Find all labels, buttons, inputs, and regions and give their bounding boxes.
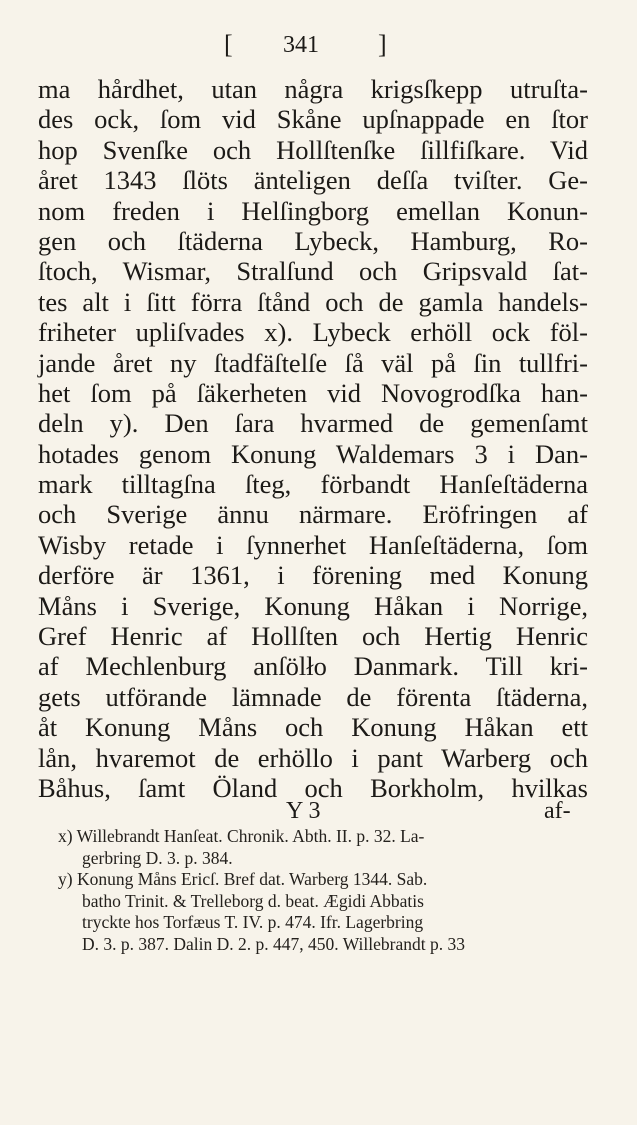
body-line-15: och Sverige ännu närmare. Eröfringen af [38,499,588,530]
page-number: 341 [283,32,319,58]
body-line-14: mark tilltagſna ſteg, förbandt Hanſeſtäderna [38,469,588,500]
footnote-y-line-2: batho Trinit. & Trelleborg d. beat. Ægidi Abbatis [82,890,424,911]
footnote-y-line-3: tryckte hos Torfæus T. IV. p. 474. Ifr. Lagerbring [82,912,424,933]
body-line-7: ſtoch, Wismar, Stralſund och Gripsvald ſat- [38,256,588,287]
body-line-23: lån, hvaremot de erhöllo i pant Warberg och [38,742,588,773]
footnote-x-line-1: x) Willebrandt Hanſeat. Chronik. Abth. II. p. 32. La- [58,826,425,846]
page-header [0,22,637,62]
body-line-8: tes alt i ſitt förra ſtånd och de gamla handels- [38,286,588,317]
body-line-3: hop Svenſke och Hollſtenſke ſillfiſkare. Vid [38,134,588,165]
body-line-16: Wisby retade i ſynnerhet Hanſeſtäderna, ſom [38,529,588,560]
body-line-24: Båhus, ſamt Öland och Borkholm, hvilkas [38,772,588,803]
header-bracket-left: [ [224,30,233,59]
body-line-11: het ſom på ſäkerheten vid Novogrodſka han- [38,377,588,408]
footnote-x-line-2: gerbring D. 3. p. 384. [82,847,233,868]
body-line-22: åt Konung Måns och Konung Håkan ett [38,712,588,743]
body-line-12: deln y). Den ſara hvarmed de gemenſamt [38,408,588,439]
body-line-10: jande året ny ſtadfäſtelſe ſå väl på ſin tullfri- [38,347,588,378]
body-line-13: hotades genom Konung Waldemars 3 i Dan- [38,438,588,469]
footnote-y-line-4: D. 3. p. 387. Dalin D. 2. p. 447, 450. Willebrandt p. 33 [82,933,465,954]
body-line-17: derföre är 1361, i förening med Konung [38,560,588,591]
printer-signature: Y 3 [286,798,321,824]
body-line-21: gets utförande lämnade de förenta ſtäderna, [38,681,588,712]
body-line-18: Måns i Sverige, Konung Håkan i Norrige, [38,590,588,621]
body-line-9: friheter upliſvades x). Lybeck erhöll ock föl- [38,317,588,348]
body-line-1: ma hårdhet, utan några krigsſkepp utruſta- [38,74,588,104]
body-line-6: gen och ſtäderna Lybeck, Hamburg, Ro- [38,225,588,256]
footnote-y-line-1: y) Konung Måns Ericſ. Bref dat. Warberg 1344. Sab. [58,869,428,890]
header-bracket-right: ] [378,30,387,59]
catchword: af- [544,798,571,824]
body-line-5: nom freden i Helſingborg emellan Konun- [38,195,588,226]
body-line-2: des ock, ſom vid Skåne upſnappade en ſtor [38,104,588,135]
body-line-4: året 1343 ſlöts änteligen deſſa tviſter. Ge- [38,165,588,196]
body-line-19: Gref Henric af Hollſten och Hertig Henric [38,621,588,652]
body-line-20: af Mechlenburg anſölło Danmark. Till kri- [38,651,588,682]
signature-line [0,798,637,828]
body-text [38,74,588,803]
footnotes [42,826,590,956]
